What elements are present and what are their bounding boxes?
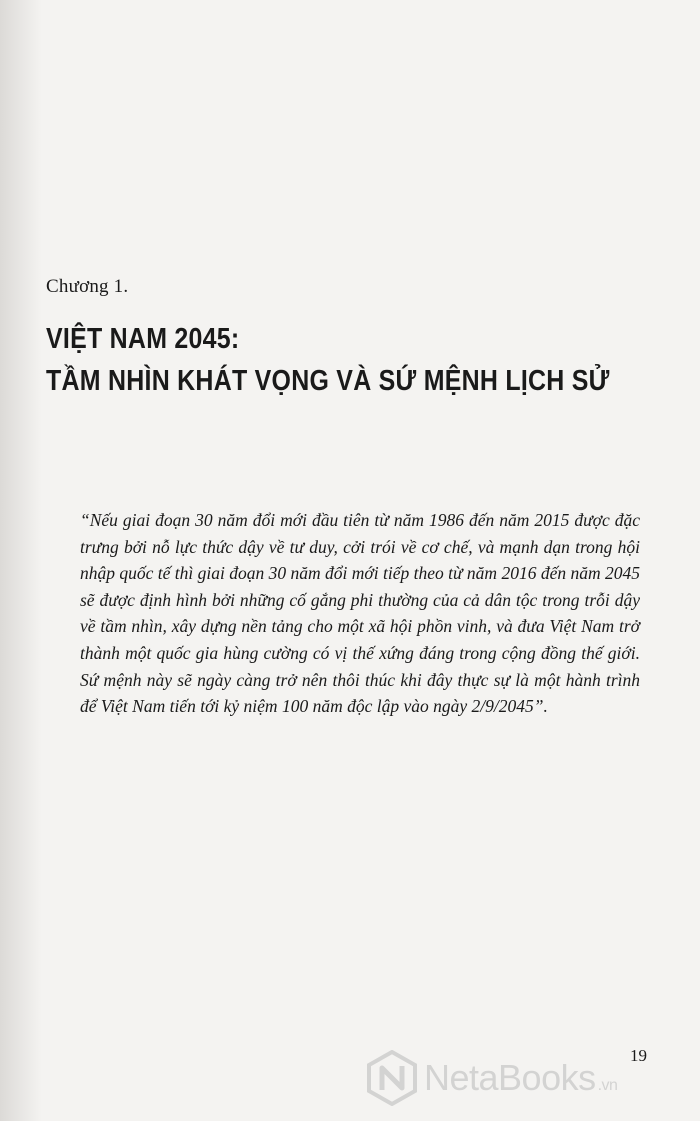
page-number: 19	[630, 1046, 647, 1065]
epigraph-quote: “Nếu giai đoạn 30 năm đổi mới đầu tiên từ năm 1986 đến năm 2015 được đặc trưng bởi nỗ lực thức dậy về tư duy, cởi trói về cơ chế, và mạnh dạn trong hội nhập quốc tế thì giai đoạn 30 năm đổi mới tiếp theo từ năm 2016 đến năm 2045 sẽ được định hình bởi những cố gắng phi thường của cả dân tộc trong trỗi dậy về tầm nhìn, xây dựng nền tảng cho một xã hội phồn vinh, và đưa Việt Nam trở thành một quốc gia hùng cường có vị thế xứng đáng trong cộng đồng thế giới. Sứ mệnh này sẽ ngày càng trở nên thôi thúc khi đây thực sự là một hành trình để Việt Nam tiến tới kỷ niệm 100 năm độc lập vào ngày 2/9/2045”.	[80, 510, 640, 717]
chapter-title-line-2: TẦM NHÌN KHÁT VỌNG VÀ SỨ MỆNH LỊCH SỬ	[46, 365, 610, 397]
page-gutter-shadow	[0, 0, 42, 1121]
chapter-label: Chương 1.	[46, 276, 129, 297]
watermark	[366, 1048, 617, 1108]
chapter-title	[46, 318, 610, 402]
watermark-brand: NetaBooks	[424, 1057, 596, 1098]
netabooks-logo-icon	[366, 1050, 418, 1106]
watermark-suffix: .vn	[597, 1077, 618, 1094]
chapter-title-line-1: VIỆT NAM 2045:	[46, 323, 240, 355]
